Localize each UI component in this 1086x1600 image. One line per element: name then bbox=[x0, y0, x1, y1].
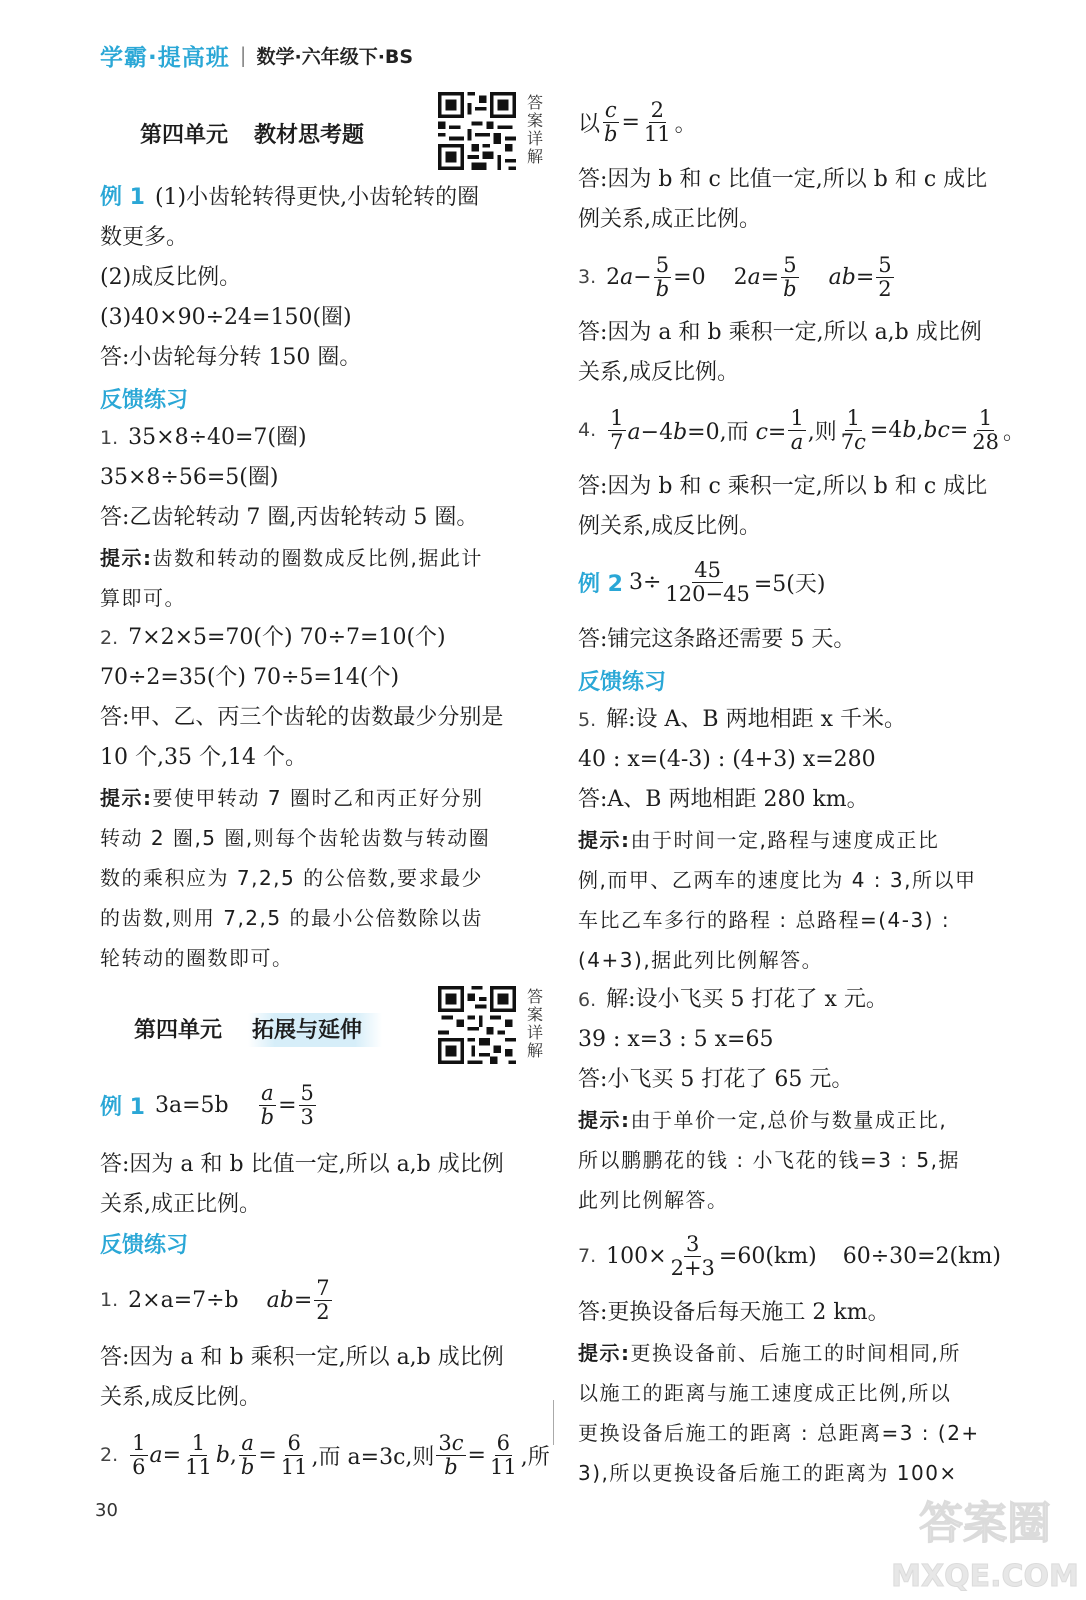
example1-line4: (3)40×90÷24=150(圈) bbox=[100, 305, 352, 330]
q7-hint-line4: 3),所以更换设备后施工的距离为 100× bbox=[578, 1461, 958, 1485]
q2-hint-line4: 的齿数,则用 7,2,5 的最小公倍数除以齿 bbox=[100, 906, 483, 930]
fraction: $\frac{1}{6}$ bbox=[132, 1430, 146, 1479]
right-answer-line2: 例关系,成正比例。 bbox=[578, 207, 761, 232]
svg-text:MXQE.COM: MXQE.COM bbox=[891, 1559, 1079, 1594]
fraction: $\frac{5}{3}$ bbox=[300, 1080, 314, 1129]
q2-line1: 2. 7×2×5=70(个) 70÷7=10(个) bbox=[100, 625, 446, 650]
example-label: 例 2 bbox=[578, 571, 623, 597]
q1-hint-line1: 提示:齿数和转动的圈数成反比例,据此计 bbox=[100, 546, 483, 570]
example1-line1: 例 1 (1)小齿轮转得更快,小齿轮转的圈 bbox=[100, 185, 480, 210]
example2-equation: 例 2 3÷ $\frac{45}{120-45}$ =5(天) bbox=[578, 557, 826, 606]
example-label: 例 1 bbox=[100, 1094, 145, 1120]
q6-line1: 6. 解:设小飞买 5 打花了 x 元。 bbox=[578, 987, 888, 1012]
ext-q1-answer-line1: 答:因为 a 和 b 乘积一定,所以 a,b 成比例 bbox=[100, 1345, 504, 1370]
page-header bbox=[100, 38, 413, 72]
q2-answer-line1: 答:甲、乙、丙三个齿轮的齿数最少分别是 bbox=[100, 705, 504, 730]
fraction: $\frac{5}{2}$ bbox=[878, 252, 892, 301]
example1-line2: 数更多。 bbox=[100, 225, 189, 250]
fraction: $\frac{7}{2}$ bbox=[316, 1275, 330, 1324]
subject-title: 数学·六年级下·BS bbox=[256, 45, 414, 68]
q2-hint-line5: 轮转动的圈数即可。 bbox=[100, 946, 294, 970]
example1-line3: (2)成反比例。 bbox=[100, 265, 242, 290]
ext-example1-answer-line1: 答:因为 a 和 b 比值一定,所以 a,b 成比例 bbox=[100, 1152, 504, 1177]
q6-line2: 39 : x=3 : 5 x=65 bbox=[578, 1027, 774, 1052]
ext-q2-equation: 2. $\frac{1}{6}$ a = $\frac{1}{11}$ b , $\frac{a}{b}$ = $\frac{6}{11}$ ,而 a=3c,则 $\frac{3c}{b}$ = $\frac{6}{11}$ ,所 bbox=[100, 1430, 550, 1479]
ext-example1-equation: 例 1 3a=5b $\frac{a}{b}$ = $\frac{5}{3}$ bbox=[100, 1080, 314, 1129]
q7-hint-line1: 提示:更换设备前、后施工的时间相同,所 bbox=[578, 1341, 961, 1365]
q6-hint-line2: 所以鹏鹏花的钱 : 小飞花的钱=3 : 5,据 bbox=[578, 1148, 960, 1172]
q7-hint-line3: 更换设备后施工的距离 : 总距离=3 : (2+ bbox=[578, 1421, 980, 1445]
fraction: $\frac{1}{7}$ bbox=[610, 405, 624, 454]
fraction: $\frac{2}{11}$ bbox=[643, 97, 671, 146]
q7-hint-line2: 以施工的距离与施工速度成正比例,所以 bbox=[578, 1381, 952, 1405]
feedback-heading: 反馈练习 bbox=[100, 1233, 189, 1258]
unit-title-extension: 第四单元 拓展与延伸 bbox=[134, 1013, 382, 1044]
q2-answer-line2: 10 个,35 个,14 个。 bbox=[100, 745, 307, 770]
brand-title: 学霸·提高班 bbox=[100, 44, 230, 71]
q3-equation: 3. 2a− $\frac{5}{b}$ =0 2a= $\frac{5}{b}$ ab= $\frac{5}{2}$ bbox=[578, 252, 892, 301]
fraction: $\frac{3c}{b}$ bbox=[438, 1430, 464, 1479]
fraction: $\frac{3}{2+3}$ bbox=[670, 1231, 715, 1280]
unit-title-textbook: 第四单元 教材思考题 bbox=[140, 122, 365, 148]
ext-q1-equation: 1. 2×a=7÷b ab= $\frac{7}{2}$ bbox=[100, 1275, 330, 1324]
q5-hint-line4: (4+3),据此列比例解答。 bbox=[578, 948, 824, 972]
fraction: $\frac{45}{120-45}$ bbox=[665, 557, 750, 606]
example-label: 例 1 bbox=[100, 185, 145, 210]
ext-q1-answer-line2: 关系,成反比例。 bbox=[100, 1385, 261, 1410]
fraction: $\frac{c}{b}$ bbox=[604, 97, 618, 146]
example2-answer: 答:铺完这条路还需要 5 天。 bbox=[578, 627, 856, 652]
header-separator: | bbox=[239, 43, 247, 67]
q7-equation: 7. 100× $\frac{3}{2+3}$ =60(km) 60÷30=2(km) bbox=[578, 1231, 1001, 1280]
qr-caption-1: 答案详解 bbox=[526, 93, 543, 166]
q1-answer: 答:乙齿轮转动 7 圈,丙齿轮转动 5 圈。 bbox=[100, 505, 479, 530]
q4-answer-line2: 例关系,成反比例。 bbox=[578, 514, 761, 539]
q1-hint-line2: 算即可。 bbox=[100, 586, 186, 610]
q3-answer-line1: 答:因为 a 和 b 乘积一定,所以 a,b 成比例 bbox=[578, 320, 982, 345]
fraction: $\frac{1}{7c}$ bbox=[840, 405, 866, 454]
q7-answer: 答:更换设备后每天施工 2 km。 bbox=[578, 1300, 890, 1325]
fraction: $\frac{1}{a}$ bbox=[790, 405, 804, 454]
q1-line1: 1. 35×8÷40=7(圈) bbox=[100, 425, 307, 450]
q5-hint-line1: 提示:由于时间一定,路程与速度成正比 bbox=[578, 828, 940, 852]
example1-answer: 答:小齿轮每分转 150 圈。 bbox=[100, 345, 362, 370]
qr-code-2[interactable] bbox=[438, 986, 516, 1064]
q3-answer-line2: 关系,成反比例。 bbox=[578, 360, 739, 385]
qr-caption-2: 答案详解 bbox=[526, 987, 543, 1060]
q5-line1: 5. 解:设 A、B 两地相距 x 千米。 bbox=[578, 707, 906, 732]
fraction: $\frac{1}{28}$ bbox=[972, 405, 999, 454]
page-number: 30 bbox=[95, 1500, 118, 1521]
watermark-logo bbox=[890, 1478, 1080, 1598]
fraction: $\frac{5}{b}$ bbox=[783, 252, 797, 301]
q6-answer: 答:小飞买 5 打花了 65 元。 bbox=[578, 1067, 854, 1092]
q5-answer: 答:A、B 两地相距 280 km。 bbox=[578, 787, 869, 812]
q2-hint-line3: 数的乘积应为 7,2,5 的公倍数,要求最少 bbox=[100, 866, 483, 890]
column-divider bbox=[553, 1400, 554, 1445]
right-line0: 以 $\frac{c}{b}$ = $\frac{2}{11}$ 。 bbox=[578, 97, 697, 146]
q6-hint-line1: 提示:由于单价一定,总价与数量成正比, bbox=[578, 1108, 948, 1132]
right-answer-line1: 答:因为 b 和 c 比值一定,所以 b 和 c 成比 bbox=[578, 167, 988, 192]
fraction: $\frac{5}{b}$ bbox=[655, 252, 670, 301]
q5-line2: 40 : x=(4-3) : (4+3) x=280 bbox=[578, 747, 876, 772]
q4-answer-line1: 答:因为 b 和 c 乘积一定,所以 b 和 c 成比 bbox=[578, 474, 988, 499]
fraction: $\frac{6}{11}$ bbox=[489, 1430, 517, 1479]
svg-text:答案圈: 答案圈 bbox=[919, 1498, 1051, 1549]
q5-hint-line2: 例,而甲、乙两车的速度比为 4 : 3,所以甲 bbox=[578, 868, 977, 892]
feedback-heading: 反馈练习 bbox=[100, 388, 189, 413]
fraction: $\frac{1}{11}$ bbox=[185, 1430, 212, 1479]
fraction: $\frac{a}{b}$ bbox=[260, 1080, 275, 1129]
q6-hint-line3: 此列比例解答。 bbox=[578, 1188, 729, 1212]
fraction: $\frac{6}{11}$ bbox=[280, 1430, 308, 1479]
qr-code-1[interactable] bbox=[438, 92, 516, 170]
q2-line2: 70÷2=35(个) 70÷5=14(个) bbox=[100, 665, 400, 690]
q4-equation: 4. $\frac{1}{7}$ a−4b=0,而 c= $\frac{1}{a}$ ,则 $\frac{1}{7c}$ =4b,bc= $\frac{1}{28}$ 。 bbox=[578, 405, 1025, 454]
ext-example1-answer-line2: 关系,成正比例。 bbox=[100, 1192, 261, 1217]
q2-hint-line2: 转动 2 圈,5 圈,则每个齿轮齿数与转动圈 bbox=[100, 826, 491, 850]
feedback-heading: 反馈练习 bbox=[578, 670, 667, 695]
q2-hint-line1: 提示:要使甲转动 7 圈时乙和丙正好分别 bbox=[100, 786, 484, 810]
fraction: $\frac{a}{b}$ bbox=[240, 1430, 255, 1479]
q5-hint-line3: 车比乙车多行的路程 : 总路程=(4-3) : bbox=[578, 908, 951, 932]
q1-line2: 35×8÷56=5(圈) bbox=[100, 465, 279, 490]
